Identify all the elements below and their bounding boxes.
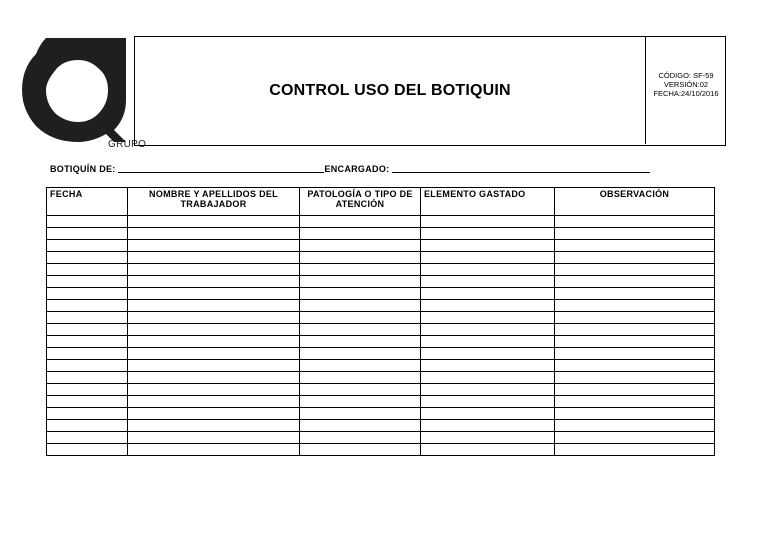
table-cell[interactable] — [47, 264, 128, 276]
table-cell[interactable] — [47, 252, 128, 264]
table-cell[interactable] — [128, 264, 300, 276]
table-cell[interactable] — [555, 432, 715, 444]
botiquin-blank-field[interactable] — [118, 163, 324, 173]
table-row — [47, 216, 715, 228]
table-cell[interactable] — [47, 360, 128, 372]
table-cell[interactable] — [555, 324, 715, 336]
table-cell[interactable] — [555, 396, 715, 408]
table-cell[interactable] — [555, 372, 715, 384]
table-row — [47, 276, 715, 288]
table-cell[interactable] — [128, 324, 300, 336]
table-cell[interactable] — [300, 348, 421, 360]
table-cell[interactable] — [421, 444, 555, 456]
table-row — [47, 300, 715, 312]
table-cell[interactable] — [300, 252, 421, 264]
table-cell[interactable] — [128, 300, 300, 312]
table-cell[interactable] — [300, 312, 421, 324]
column-header-observacion: OBSERVACIÓN — [555, 188, 715, 216]
table-cell[interactable] — [128, 396, 300, 408]
table-cell[interactable] — [300, 240, 421, 252]
table-row — [47, 336, 715, 348]
table-cell[interactable] — [47, 432, 128, 444]
table-cell[interactable] — [421, 216, 555, 228]
table-row — [47, 408, 715, 420]
table-cell[interactable] — [555, 348, 715, 360]
table-cell[interactable] — [555, 252, 715, 264]
table-cell[interactable] — [47, 372, 128, 384]
table-cell[interactable] — [421, 264, 555, 276]
table-cell[interactable] — [421, 228, 555, 240]
table-cell[interactable] — [421, 384, 555, 396]
table-cell[interactable] — [421, 372, 555, 384]
table-cell[interactable] — [47, 216, 128, 228]
table-cell[interactable] — [300, 420, 421, 432]
table-cell[interactable] — [47, 444, 128, 456]
table-cell[interactable] — [47, 336, 128, 348]
table-cell[interactable] — [300, 324, 421, 336]
document-metadata — [646, 71, 726, 98]
table-cell[interactable] — [555, 216, 715, 228]
table-cell[interactable] — [47, 240, 128, 252]
table-cell[interactable] — [555, 384, 715, 396]
table-cell[interactable] — [300, 384, 421, 396]
table-row — [47, 240, 715, 252]
table-cell[interactable] — [300, 408, 421, 420]
table-cell[interactable] — [555, 300, 715, 312]
table-cell[interactable] — [47, 420, 128, 432]
logo-q-mark — [22, 38, 134, 150]
table-cell[interactable] — [421, 336, 555, 348]
table-cell[interactable] — [47, 288, 128, 300]
table-cell[interactable] — [300, 396, 421, 408]
table-cell[interactable] — [555, 312, 715, 324]
table-cell[interactable] — [47, 384, 128, 396]
table-cell[interactable] — [300, 444, 421, 456]
table-cell[interactable] — [128, 372, 300, 384]
table-cell[interactable] — [421, 324, 555, 336]
table-cell[interactable] — [128, 276, 300, 288]
table-cell[interactable] — [421, 348, 555, 360]
table-cell[interactable] — [128, 408, 300, 420]
company-logo — [22, 38, 147, 150]
table-row — [47, 252, 715, 264]
table-cell[interactable] — [128, 336, 300, 348]
table-row — [47, 324, 715, 336]
table-row — [47, 420, 715, 432]
table-cell[interactable] — [47, 348, 128, 360]
table-cell[interactable] — [47, 408, 128, 420]
table-cell[interactable] — [128, 432, 300, 444]
table-cell[interactable] — [421, 408, 555, 420]
table-cell[interactable] — [300, 264, 421, 276]
table-row — [47, 360, 715, 372]
table-cell[interactable] — [555, 276, 715, 288]
table-cell[interactable] — [128, 444, 300, 456]
table-cell[interactable] — [421, 276, 555, 288]
table-header-row — [47, 188, 715, 216]
logo-text: GRUPO — [108, 139, 147, 150]
usage-log-table — [46, 187, 714, 456]
table-cell[interactable] — [47, 276, 128, 288]
botiquin-label: BOTIQUÍN DE: — [50, 164, 116, 174]
table-cell[interactable] — [421, 288, 555, 300]
table-cell[interactable] — [421, 432, 555, 444]
table-row — [47, 264, 715, 276]
table-cell[interactable] — [128, 312, 300, 324]
document-date: FECHA:24/10/2016 — [653, 89, 719, 98]
table-cell[interactable] — [128, 228, 300, 240]
table-cell[interactable] — [300, 216, 421, 228]
table-row — [47, 432, 715, 444]
table-cell[interactable] — [421, 240, 555, 252]
column-header-elemento: ELEMENTO GASTADO — [421, 188, 555, 216]
table-row — [47, 372, 715, 384]
table-cell[interactable] — [47, 312, 128, 324]
table-cell[interactable] — [555, 240, 715, 252]
document-title: CONTROL USO DEL BOTIQUIN — [269, 81, 511, 99]
table-cell[interactable] — [47, 228, 128, 240]
table-cell[interactable] — [421, 312, 555, 324]
table-cell[interactable] — [300, 360, 421, 372]
table-row — [47, 384, 715, 396]
table-row — [47, 228, 715, 240]
form-fields — [50, 163, 650, 174]
table-cell[interactable] — [555, 360, 715, 372]
document-code: CÓDIGO: SF-59 — [658, 71, 714, 80]
table-cell[interactable] — [300, 336, 421, 348]
table-cell[interactable] — [300, 276, 421, 288]
table-cell[interactable] — [128, 252, 300, 264]
table-cell[interactable] — [555, 264, 715, 276]
table-cell[interactable] — [128, 420, 300, 432]
table-cell[interactable] — [421, 360, 555, 372]
table-cell[interactable] — [128, 240, 300, 252]
table-cell[interactable] — [47, 300, 128, 312]
table-row — [47, 288, 715, 300]
table-cell[interactable] — [300, 432, 421, 444]
document-version: VERSIÓN:02 — [663, 80, 709, 89]
table-cell[interactable] — [555, 228, 715, 240]
table-cell[interactable] — [128, 384, 300, 396]
encargado-blank-field[interactable] — [392, 163, 650, 173]
table-cell[interactable] — [421, 252, 555, 264]
table-cell[interactable] — [555, 288, 715, 300]
table-cell[interactable] — [300, 300, 421, 312]
table-cell[interactable] — [555, 444, 715, 456]
table-cell[interactable] — [300, 288, 421, 300]
table-cell[interactable] — [128, 288, 300, 300]
table-cell[interactable] — [300, 372, 421, 384]
column-header-fecha: FECHA — [47, 188, 128, 216]
table-row — [47, 312, 715, 324]
table-cell[interactable] — [47, 324, 128, 336]
table-cell[interactable] — [128, 216, 300, 228]
table-cell[interactable] — [555, 420, 715, 432]
encargado-label: ENCARGADO: — [324, 164, 390, 174]
table-row — [47, 348, 715, 360]
table-row — [47, 444, 715, 456]
table-cell[interactable] — [555, 336, 715, 348]
table-cell[interactable] — [555, 408, 715, 420]
table-cell[interactable] — [300, 228, 421, 240]
table-cell[interactable] — [421, 396, 555, 408]
table-cell[interactable] — [128, 348, 300, 360]
table-row — [47, 396, 715, 408]
table-cell[interactable] — [421, 420, 555, 432]
document-header — [134, 36, 726, 146]
table-cell[interactable] — [47, 396, 128, 408]
table-cell[interactable] — [128, 360, 300, 372]
table-cell[interactable] — [421, 300, 555, 312]
column-header-nombre: NOMBRE Y APELLIDOS DEL TRABAJADOR — [128, 188, 300, 216]
column-header-patologia: PATOLOGÍA O TIPO DE ATENCIÓN — [300, 188, 421, 216]
